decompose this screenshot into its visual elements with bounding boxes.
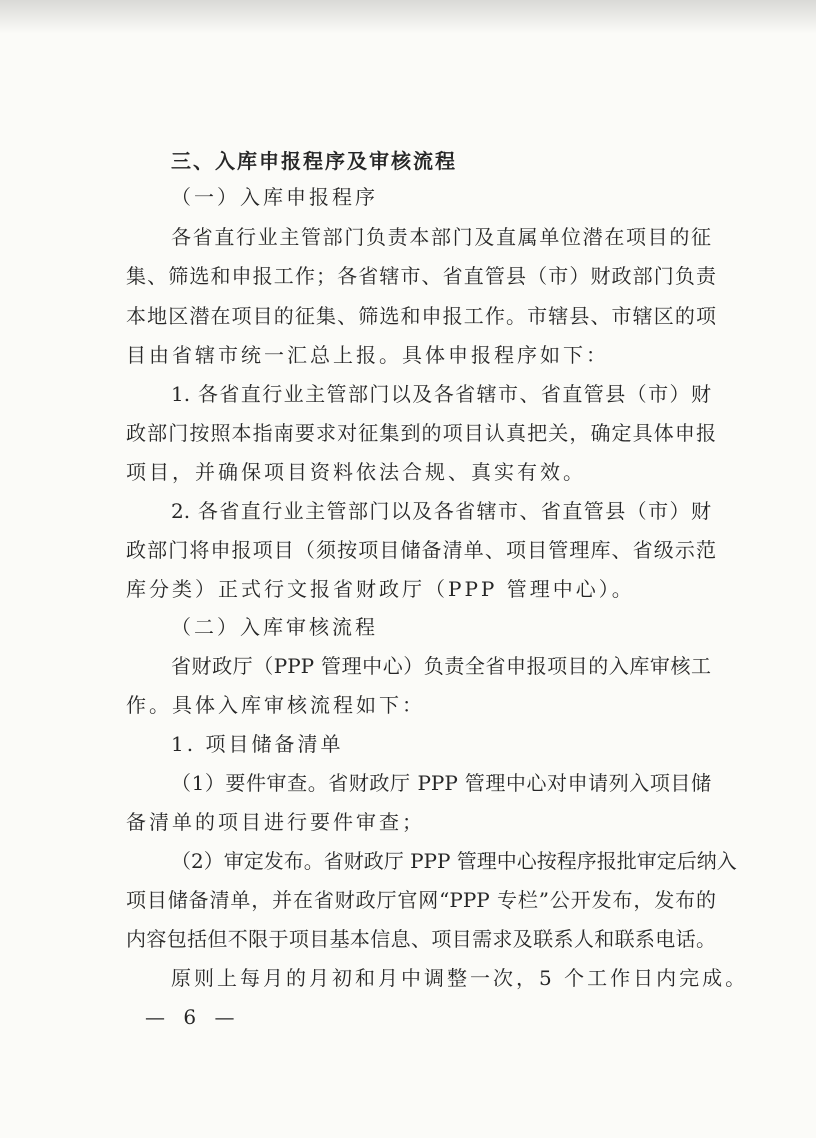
paragraph-line: 内容包括但不限于项目基本信息、项目需求及联系人和联系电话。	[126, 927, 716, 951]
subsection-heading-2: （二）入库审核流程	[171, 615, 378, 639]
paragraph-line: 库分类）正式行文报省财政厅（PPP 管理中心）。	[126, 577, 635, 601]
paragraph-line: 1. 项目储备清单	[171, 732, 344, 756]
paragraph-line: 集、筛选和申报工作；各省辖市、省直管县（市）财政部门负责	[126, 264, 716, 288]
paragraph-line: 各省直行业主管部门负责本部门及直属单位潜在项目的征	[171, 225, 711, 249]
paragraph-line: 省财政厅（PPP 管理中心）负责全省申报项目的入库审核工	[171, 654, 711, 678]
subsection-heading-1: （一）入库申报程序	[171, 185, 378, 209]
paragraph-line: 1. 各省直行业主管部门以及各省辖市、省直管县（市）财	[171, 382, 711, 406]
paragraph-line: （2）审定发布。省财政厅 PPP 管理中心按程序报批审定后纳入	[171, 849, 737, 873]
page-number: — 6 —	[145, 1005, 241, 1029]
paragraph-line: 原则上每月的月初和月中调整一次，5 个工作日内完成。	[171, 966, 749, 990]
paragraph-line: 项目储备清单，并在省财政厅官网“PPP 专栏”公开发布，发布的	[126, 888, 716, 912]
section-heading: 三、入库申报程序及审核流程	[171, 149, 457, 173]
paragraph-line: 政部门按照本指南要求对征集到的项目认真把关，确定具体申报	[126, 421, 716, 445]
paragraph-line: 作。具体入库审核流程如下：	[126, 693, 425, 717]
paragraph-line: 备清单的项目进行要件审查；	[126, 810, 425, 834]
paragraph-line: 本地区潜在项目的征集、筛选和申报工作。市辖县、市辖区的项	[126, 304, 716, 328]
paragraph-line: 政部门将申报项目（须按项目储备清单、项目管理库、省级示范	[126, 538, 716, 562]
paragraph-line: 项目，并确保项目资料依法合规、真实有效。	[126, 460, 586, 484]
paragraph-line: 目由省辖市统一汇总上报。具体申报程序如下：	[126, 343, 609, 367]
paragraph-line: 2. 各省直行业主管部门以及各省辖市、省直管县（市）财	[171, 499, 711, 523]
paragraph-line: （1）要件审查。省财政厅 PPP 管理中心对申请列入项目储	[171, 771, 711, 795]
